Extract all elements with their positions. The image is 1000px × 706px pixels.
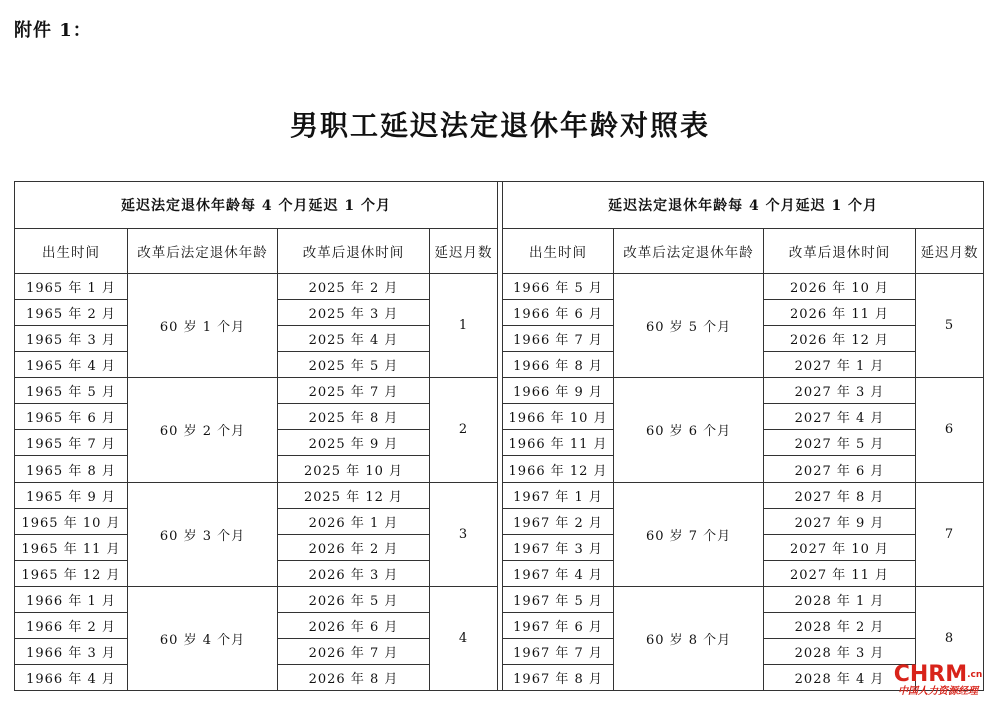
statutory-age-cell: 60 岁 4 个月 [128, 586, 278, 690]
retire-time-cell: 2028 年 1 月 [764, 586, 916, 612]
right-col-header-delay-months: 延迟月数 [916, 229, 984, 274]
birth-time-cell: 1966 年 9 月 [503, 378, 614, 404]
delay-months-cell: 3 [430, 482, 498, 586]
birth-time-cell: 1967 年 3 月 [503, 534, 614, 560]
retire-time-cell: 2026 年 12 月 [764, 326, 916, 352]
birth-time-cell: 1967 年 4 月 [503, 560, 614, 586]
birth-time-cell: 1966 年 5 月 [503, 274, 614, 300]
logo-tagline: 中国人力资源经理 [898, 686, 978, 697]
delay-months-cell: 2 [430, 378, 498, 482]
retire-time-cell: 2025 年 7 月 [278, 378, 430, 404]
retire-time-cell: 2026 年 11 月 [764, 300, 916, 326]
retire-time-cell: 2025 年 10 月 [278, 456, 430, 482]
birth-time-cell: 1965 年 5 月 [15, 378, 128, 404]
table-row [15, 378, 984, 404]
statutory-age-cell: 60 岁 5 个月 [614, 274, 764, 378]
retire-time-cell: 2027 年 8 月 [764, 482, 916, 508]
retire-time-cell: 2027 年 5 月 [764, 430, 916, 456]
birth-time-cell: 1966 年 7 月 [503, 326, 614, 352]
retire-time-cell: 2027 年 4 月 [764, 404, 916, 430]
retire-time-cell: 2027 年 11 月 [764, 560, 916, 586]
birth-time-cell: 1966 年 11 月 [503, 430, 614, 456]
birth-time-cell: 1965 年 8 月 [15, 456, 128, 482]
retire-time-cell: 2026 年 5 月 [278, 586, 430, 612]
table-row [15, 274, 984, 300]
birth-time-cell: 1967 年 2 月 [503, 508, 614, 534]
birth-time-cell: 1967 年 6 月 [503, 612, 614, 638]
birth-time-cell: 1966 年 6 月 [503, 300, 614, 326]
birth-time-cell: 1965 年 7 月 [15, 430, 128, 456]
retire-time-cell: 2026 年 10 月 [764, 274, 916, 300]
right-col-header-birth-time: 出生时间 [503, 229, 614, 274]
delay-months-cell: 1 [430, 274, 498, 378]
birth-time-cell: 1965 年 12 月 [15, 560, 128, 586]
retire-time-cell: 2026 年 7 月 [278, 638, 430, 664]
birth-time-cell: 1965 年 11 月 [15, 534, 128, 560]
birth-time-cell: 1966 年 12 月 [503, 456, 614, 482]
retire-time-cell: 2026 年 1 月 [278, 508, 430, 534]
attachment-label: 附件 1： [14, 20, 92, 41]
birth-time-cell: 1965 年 2 月 [15, 300, 128, 326]
page-title: 男职工延迟法定退休年龄对照表 [289, 109, 710, 142]
left-section-header: 延迟法定退休年龄每 4 个月延迟 1 个月 [15, 182, 498, 229]
delay-months-cell: 5 [916, 274, 984, 378]
birth-time-cell: 1967 年 7 月 [503, 638, 614, 664]
table-row [15, 586, 984, 612]
birth-time-cell: 1965 年 10 月 [15, 508, 128, 534]
retire-time-cell: 2025 年 2 月 [278, 274, 430, 300]
retire-time-cell: 2026 年 3 月 [278, 560, 430, 586]
retire-time-cell: 2025 年 8 月 [278, 404, 430, 430]
retire-time-cell: 2026 年 6 月 [278, 612, 430, 638]
retire-time-cell: 2025 年 12 月 [278, 482, 430, 508]
retirement-age-table [14, 181, 984, 691]
left-col-header-delay-months: 延迟月数 [430, 229, 498, 274]
right-col-header-retire-time: 改革后退休时间 [764, 229, 916, 274]
birth-time-cell: 1966 年 4 月 [15, 664, 128, 690]
chrm-logo [888, 664, 988, 698]
retire-time-cell: 2025 年 5 月 [278, 352, 430, 378]
statutory-age-cell: 60 岁 3 个月 [128, 482, 278, 586]
birth-time-cell: 1966 年 1 月 [15, 586, 128, 612]
birth-time-cell: 1965 年 6 月 [15, 404, 128, 430]
retire-time-cell: 2027 年 1 月 [764, 352, 916, 378]
statutory-age-cell: 60 岁 6 个月 [614, 378, 764, 482]
statutory-age-cell: 60 岁 8 个月 [614, 586, 764, 690]
left-col-header-birth-time: 出生时间 [15, 229, 128, 274]
retire-time-cell: 2028 年 4 月 [764, 664, 916, 690]
birth-time-cell: 1965 年 3 月 [15, 326, 128, 352]
retire-time-cell: 2027 年 3 月 [764, 378, 916, 404]
delay-months-cell: 8 [916, 586, 984, 690]
birth-time-cell: 1965 年 4 月 [15, 352, 128, 378]
birth-time-cell: 1966 年 3 月 [15, 638, 128, 664]
birth-time-cell: 1967 年 5 月 [503, 586, 614, 612]
birth-time-cell: 1965 年 1 月 [15, 274, 128, 300]
statutory-age-cell: 60 岁 1 个月 [128, 274, 278, 378]
delay-months-cell: 6 [916, 378, 984, 482]
retire-time-cell: 2027 年 10 月 [764, 534, 916, 560]
left-col-header-statutory-age: 改革后法定退休年龄 [128, 229, 278, 274]
right-col-header-statutory-age: 改革后法定退休年龄 [614, 229, 764, 274]
retire-time-cell: 2025 年 9 月 [278, 430, 430, 456]
retire-time-cell: 2027 年 9 月 [764, 508, 916, 534]
right-section-header: 延迟法定退休年龄每 4 个月延迟 1 个月 [503, 182, 984, 229]
logo-suffix: .cn [967, 670, 983, 680]
retire-time-cell: 2025 年 4 月 [278, 326, 430, 352]
statutory-age-cell: 60 岁 2 个月 [128, 378, 278, 482]
retire-time-cell: 2026 年 8 月 [278, 664, 430, 690]
retire-time-cell: 2028 年 3 月 [764, 638, 916, 664]
retire-time-cell: 2027 年 6 月 [764, 456, 916, 482]
birth-time-cell: 1967 年 1 月 [503, 482, 614, 508]
birth-time-cell: 1967 年 8 月 [503, 664, 614, 690]
left-col-header-retire-time: 改革后退休时间 [278, 229, 430, 274]
delay-months-cell: 4 [430, 586, 498, 690]
retire-time-cell: 2028 年 2 月 [764, 612, 916, 638]
table-row [15, 482, 984, 508]
birth-time-cell: 1965 年 9 月 [15, 482, 128, 508]
logo-brand: CHRM [893, 662, 968, 687]
statutory-age-cell: 60 岁 7 个月 [614, 482, 764, 586]
birth-time-cell: 1966 年 8 月 [503, 352, 614, 378]
retire-time-cell: 2025 年 3 月 [278, 300, 430, 326]
birth-time-cell: 1966 年 10 月 [503, 404, 614, 430]
birth-time-cell: 1966 年 2 月 [15, 612, 128, 638]
delay-months-cell: 7 [916, 482, 984, 586]
retire-time-cell: 2026 年 2 月 [278, 534, 430, 560]
